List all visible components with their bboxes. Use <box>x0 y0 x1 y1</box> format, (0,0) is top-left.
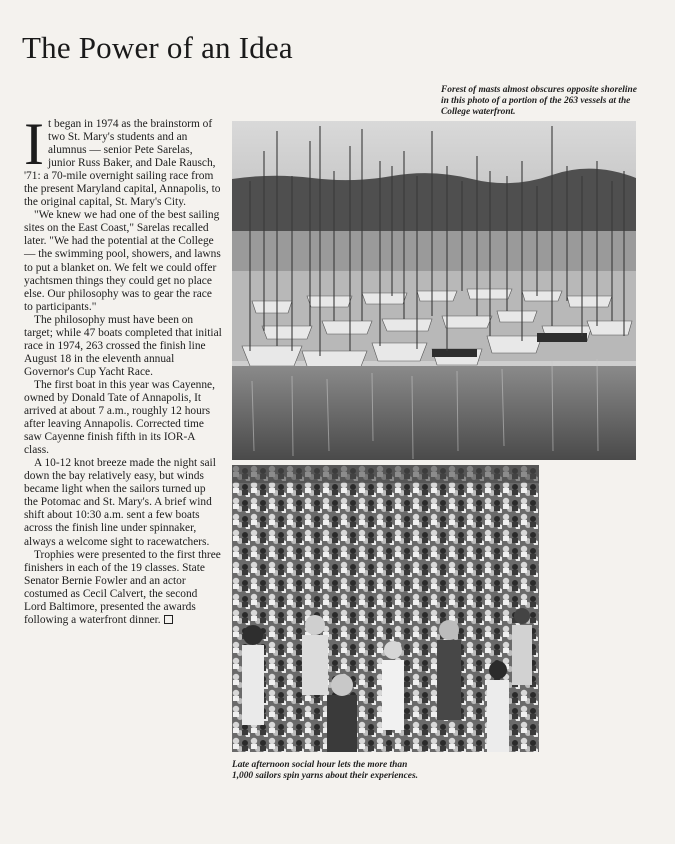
article-body <box>24 111 222 627</box>
end-mark-icon <box>164 615 173 624</box>
article-paragraph: "We knew we had one of the best sailing sites on the East Coast," Sarelas recalled later. "We had the potential at the College — the swimming pool, showers, and lawns to put a blanket on. We felt we could offer yachtsmen things they could get no place else. Our philosophy was to gear the race to participants." <box>24 209 221 313</box>
article-paragraph: The first boat in this year was Cayenne, owned by Donald Tate of Annapolis, It arrived at about 7 a.m., roughly 12 hours after leaving Annapolis. Corrected time saw Cayenne finish fifth in its IOR-A class. <box>24 378 215 457</box>
photo-caption-crowd: Late afternoon social hour lets the more than 1,000 sailors spin yarns about their experiences. <box>232 760 418 781</box>
drop-cap: I <box>24 111 44 177</box>
article-paragraph: It began in 1974 as the brainstorm of two St. Mary's students and an alumnus — senior Pete Sarelas, junior Russ Baker, and Dale Rausch, '71: a 70-mile overnight sailing race from the present Maryland capital, Annapolis, to the original capital, St. Mary's City. <box>24 111 221 209</box>
crowd-photo <box>232 465 539 752</box>
crowd-photo-graphic <box>232 465 539 752</box>
photo-caption-marina: Forest of masts almost obscures opposite shoreline in this photo of a portion of the 263 vessels at the College waterfront. <box>441 85 637 117</box>
article-paragraph: The philosophy must have been on target; while 47 boats completed that initial race in 1974, 263 crossed the finish line August 18 in the eleventh annual Governor's Cup Yacht Race. <box>24 313 222 378</box>
page-title: The Power of an Idea <box>22 30 293 65</box>
marina-photo-graphic <box>232 121 636 460</box>
article-paragraph: Trophies were presented to the first three finishers in each of the 19 classes. State Senator Bernie Fowler and an actor costumed as Cecil Calvert, the second Lord Baltimore, presented the awards following a waterfront dinner. <box>24 548 221 626</box>
marina-photo <box>232 121 636 460</box>
article-paragraph: A 10-12 knot breeze made the night sail down the bay relatively easy, but winds became light when the sailors turned up the Potomac and St. Mary's. A brief wind shift about 10:30 a.m. sent a few boats across the finish line under spinnaker, always a welcome sight to racewatchers. <box>24 457 216 548</box>
